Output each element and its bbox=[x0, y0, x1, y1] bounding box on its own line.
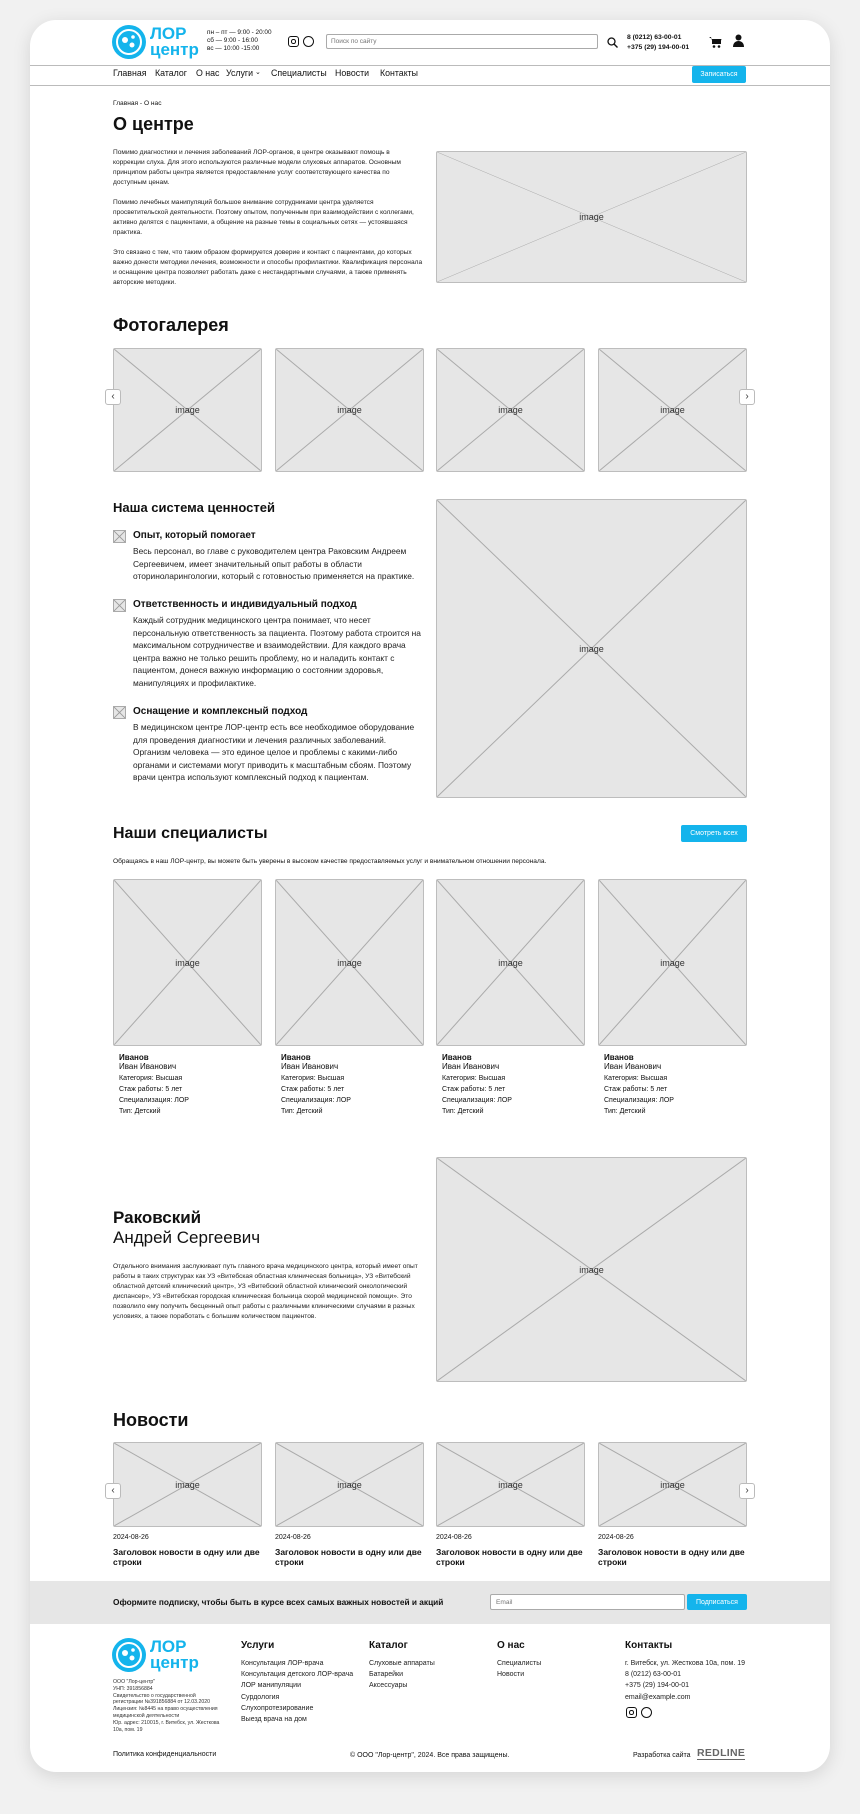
footer-contact-email[interactable]: email@example.com bbox=[625, 1693, 691, 1701]
news-next-arrow-icon[interactable]: › bbox=[739, 1483, 755, 1499]
nav-item-contacts[interactable]: Контакты bbox=[380, 68, 418, 78]
footer-viber-icon[interactable] bbox=[641, 1707, 652, 1718]
chevron-down-icon[interactable]: ⌄ bbox=[255, 69, 261, 76]
footer-link[interactable]: ЛОР манипуляции bbox=[241, 1682, 301, 1690]
specialist-name: Иван Иванович bbox=[281, 1062, 339, 1071]
nav-item-services[interactable]: Услуги bbox=[226, 68, 254, 78]
about-paragraph: Помимо лечебных манипуляций большое внимание сотрудниками центра уделяется просветительской деятельности. Поэтому опытом, полученным при взаимодействии с коллегами, активно делятся с пациентами, а общение на разные темы в социальных сетях — устоявшаяся практика. bbox=[113, 199, 414, 236]
news-date: 2024-08-26 bbox=[275, 1534, 311, 1541]
news-image[interactable]: image bbox=[436, 1442, 585, 1527]
footer-col-title: Услуги bbox=[241, 1640, 275, 1651]
footer-col-contacts bbox=[625, 1640, 745, 1705]
specialist-type: Тип: Детский bbox=[281, 1108, 323, 1115]
footer-link[interactable]: Аксессуары bbox=[369, 1682, 408, 1690]
specialist-surname: Иванов bbox=[119, 1053, 149, 1062]
news-headline[interactable]: Заголовок новости в одну или две строки bbox=[275, 1547, 422, 1567]
news-headline[interactable]: Заголовок новости в одну или две строки bbox=[113, 1547, 260, 1567]
specialist-specialization: Специализация: ЛОР bbox=[281, 1097, 351, 1104]
specialist-surname: Иванов bbox=[442, 1053, 472, 1062]
privacy-policy-link[interactable]: Политика конфиденциальности bbox=[113, 1751, 217, 1758]
news-date: 2024-08-26 bbox=[598, 1534, 634, 1541]
user-icon[interactable] bbox=[733, 34, 744, 47]
footer-logo-text-top: ЛОР bbox=[150, 1637, 187, 1656]
gallery-image[interactable]: image bbox=[436, 348, 585, 472]
copyright: © ООО "Лор-центр", 2024. Все права защищены. bbox=[350, 1752, 510, 1759]
gallery-image[interactable]: image bbox=[113, 348, 262, 472]
footer-col-title: О нас bbox=[497, 1640, 525, 1651]
chief-name: Андрей Сергеевич bbox=[113, 1228, 261, 1247]
cart-icon[interactable] bbox=[709, 35, 722, 47]
viber-icon[interactable] bbox=[303, 36, 314, 47]
specialist-type: Тип: Детский bbox=[604, 1108, 646, 1115]
hours-weekdays: пн – пт — 9:00 - 20:00 bbox=[207, 29, 272, 36]
header-phones bbox=[627, 33, 689, 52]
developer-logo[interactable]: REDLINE bbox=[697, 1747, 746, 1759]
about-paragraph: Это связано с тем, что таким образом формируется доверие и контакт с пациентами, до которых важно донести методики лечения, возможности и способы профилактики. Квалификация персонала и оснащение центра позволяет работать даже с нестандартными случаями, а также применять авторские методики. bbox=[113, 249, 423, 286]
about-text bbox=[113, 148, 423, 288]
specialist-category: Категория: Высшая bbox=[442, 1075, 506, 1082]
page-frame bbox=[30, 20, 830, 1772]
news-headline[interactable]: Заголовок новости в одну или две строки bbox=[436, 1547, 583, 1567]
value-item-text: Весь персонал, во главе с руководителем центра Раковским Андреем Сергеевичем, имеет значительный опыт работы в области оториноларингологии, который с готовностью применяется на практике. bbox=[133, 546, 415, 581]
footer-link[interactable]: Консультация детского ЛОР-врача bbox=[241, 1671, 354, 1679]
specialist-category: Категория: Высшая bbox=[281, 1075, 345, 1082]
nav-item-home[interactable]: Главная bbox=[113, 68, 147, 78]
footer-link[interactable]: Слухопротезирование bbox=[241, 1704, 314, 1712]
gallery-image[interactable]: image bbox=[275, 348, 424, 472]
footer-contact-phone[interactable]: 8 (0212) 63-00-01 bbox=[625, 1671, 682, 1679]
chief-photo: image bbox=[436, 1157, 747, 1382]
working-hours bbox=[207, 29, 272, 53]
footer-col-title: Контакты bbox=[625, 1640, 673, 1651]
value-item-icon bbox=[113, 706, 126, 719]
breadcrumb[interactable]: Главная - О нас bbox=[113, 100, 162, 107]
chief-text: Отдельного внимания заслуживает путь главного врача медицинского центра, который имеет опыт работы в таких структурах как УЗ «Витебская областная клиническая больница», УЗ «Витебский областной детский клинический центр», УЗ «Витебский областной клинический онкологический диспансер», УЗ «Витебская городская клиническая больница скорой медицинской помощи». Это позволило ему получить бесценный опыт работы с различными клиническими случаями в разных условиях, а также поработать с большим количеством пациентов. bbox=[113, 1263, 418, 1320]
hours-sunday: вс — 10:00 -15:00 bbox=[207, 45, 260, 52]
values-title: Наша система ценностей bbox=[113, 500, 275, 515]
value-item-text: В медицинском центре ЛОР-центр есть все необходимое оборудование для проведения диагностики и лечения различных заболеваний. Организм человека — это единое целое и проблемы с какими-либо органами и системами могут приводить к масштабным сбоям. Поэтому врачи центра используют комплексный подход к пациентам. bbox=[133, 722, 415, 782]
value-item-text: Каждый сотрудник медицинского центра понимает, что несет персональную ответственность за пациента. Поэтому работа строится на максимальном сотрудничестве и взаимодействии. Для каждого врача центра важно не только решить проблему, но и наладить контакт с пациентом, донеся важную информацию о состоянии здоровья, манипуляциях и профилактике. bbox=[133, 615, 421, 688]
specialist-name: Иван Иванович bbox=[119, 1062, 177, 1071]
footer-link[interactable]: Слуховые аппараты bbox=[369, 1660, 435, 1667]
developer-label: Разработка сайта bbox=[633, 1752, 691, 1759]
news-image[interactable]: image bbox=[113, 1442, 262, 1527]
footer-link[interactable]: Специалисты bbox=[497, 1660, 542, 1667]
footer-legal bbox=[113, 1679, 233, 1733]
specialist-photo[interactable]: image bbox=[113, 879, 262, 1046]
nav-divider-bottom bbox=[30, 85, 830, 86]
about-paragraph: Помимо диагностики и лечения заболеваний ЛОР-органов, в центре оказывают помощь в коррекции слуха. Для этого используются различные модели слуховых аппаратов. Основным принципом работы центра является предоставление услуг соответствующего качества по доступным ценам. bbox=[113, 149, 401, 186]
news-headline[interactable]: Заголовок новости в одну или две строки bbox=[598, 1547, 745, 1567]
specialist-surname: Иванов bbox=[604, 1053, 634, 1062]
see-all-specialists-button[interactable]: Смотреть всех bbox=[681, 825, 747, 842]
specialist-photo[interactable]: image bbox=[598, 879, 747, 1046]
specialist-photo[interactable]: image bbox=[436, 879, 585, 1046]
nav-item-about[interactable]: О нас bbox=[196, 68, 220, 78]
search-input[interactable] bbox=[326, 34, 598, 49]
specialist-category: Категория: Высшая bbox=[604, 1075, 668, 1082]
phone-2[interactable]: +375 (29) 194-00-01 bbox=[627, 43, 690, 51]
footer-link[interactable]: Батарейки bbox=[369, 1671, 404, 1679]
footer-col-services bbox=[241, 1640, 353, 1727]
gallery-prev-arrow-icon[interactable]: ‹ bbox=[105, 389, 121, 405]
nav-item-catalog[interactable]: Каталог bbox=[155, 68, 187, 78]
logo[interactable] bbox=[112, 24, 202, 62]
specialists-intro: Обращаясь в наш ЛОР-центр, вы можете быть уверены в высоком качестве предоставляемых услуг и внимательном отношении персонала. bbox=[113, 858, 547, 865]
footer-link[interactable]: Новости bbox=[497, 1671, 525, 1679]
specialist-photo[interactable]: image bbox=[275, 879, 424, 1046]
footer-contact-phone[interactable]: +375 (29) 194-00-01 bbox=[625, 1682, 690, 1690]
news-date: 2024-08-26 bbox=[436, 1534, 472, 1541]
logo-text-bottom: центр bbox=[150, 40, 199, 59]
legal-line: ООО "Лор-центр" bbox=[113, 1679, 156, 1685]
specialists-title: Наши специалисты bbox=[113, 825, 268, 842]
chief-surname: Раковский bbox=[113, 1208, 202, 1227]
logo-text-top: ЛОР bbox=[150, 24, 187, 43]
footer-link[interactable]: Консультация ЛОР-врача bbox=[241, 1660, 324, 1667]
footer-logo-text-bottom: центр bbox=[150, 1653, 199, 1672]
footer-contact-address: г. Витебск, ул. Жесткова 10а, пом. 19 bbox=[625, 1660, 746, 1667]
specialist-experience: Стаж работы: 5 лет bbox=[281, 1086, 345, 1093]
logo-mark-icon bbox=[112, 25, 146, 59]
gallery-next-arrow-icon[interactable]: › bbox=[739, 389, 755, 405]
legal-line: регистрации №391856884 от 12.03.2020 bbox=[113, 1699, 211, 1706]
subscribe-button[interactable]: Подписаться bbox=[687, 1594, 747, 1610]
news-date: 2024-08-26 bbox=[113, 1534, 149, 1541]
value-item-title: Ответственность и индивидуальный подход bbox=[133, 599, 357, 610]
legal-line: Юр. адрес: 210015, г. Витебск, ул. Жесткова bbox=[113, 1719, 220, 1726]
footer-link[interactable]: Выезд врача на дом bbox=[241, 1715, 307, 1723]
page-title: О центре bbox=[113, 114, 194, 134]
specialist-specialization: Специализация: ЛОР bbox=[119, 1097, 189, 1104]
footer-col-about bbox=[497, 1640, 541, 1682]
gallery-image[interactable]: image bbox=[598, 348, 747, 472]
value-item-title: Опыт, который помогает bbox=[133, 530, 256, 541]
legal-line: УНП: 391856884 bbox=[113, 1685, 153, 1692]
specialist-specialization: Специализация: ЛОР bbox=[442, 1097, 512, 1104]
subscribe-email-input[interactable] bbox=[490, 1594, 685, 1610]
value-item-icon bbox=[113, 599, 126, 612]
instagram-icon[interactable] bbox=[288, 36, 299, 47]
specialist-surname: Иванов bbox=[281, 1053, 311, 1062]
specialist-name: Иван Иванович bbox=[442, 1062, 500, 1071]
specialist-type: Тип: Детский bbox=[442, 1108, 484, 1115]
legal-line: медицинской деятельности bbox=[113, 1712, 180, 1719]
footer-link[interactable]: Сурдология bbox=[241, 1693, 280, 1701]
news-image[interactable]: image bbox=[598, 1442, 747, 1527]
specialist-specialization: Специализация: ЛОР bbox=[604, 1097, 674, 1104]
news-image[interactable]: image bbox=[275, 1442, 424, 1527]
footer-col-title: Каталог bbox=[369, 1640, 408, 1651]
footer-logo-mark-icon bbox=[112, 1638, 146, 1672]
signup-button[interactable]: Записаться bbox=[692, 66, 746, 83]
legal-line: Свидетельство о государственной bbox=[113, 1692, 196, 1699]
gallery-title: Фотогалерея bbox=[113, 315, 229, 335]
footer-logo[interactable] bbox=[112, 1637, 202, 1675]
nav-item-news[interactable]: Новости bbox=[335, 68, 370, 78]
subscribe-text: Оформите подписку, чтобы быть в курсе всех самых важных новостей и акций bbox=[113, 1597, 444, 1607]
news-title: Новости bbox=[113, 1410, 189, 1430]
footer-col-catalog bbox=[369, 1640, 435, 1694]
value-item-title: Оснащение и комплексный подход bbox=[133, 706, 308, 717]
hours-saturday: сб — 9:00 - 16:00 bbox=[207, 37, 258, 44]
specialist-experience: Стаж работы: 5 лет bbox=[119, 1086, 183, 1093]
values-image: image bbox=[436, 499, 747, 798]
specialist-name: Иван Иванович bbox=[604, 1062, 662, 1071]
legal-line: 10а, пом. 19 bbox=[113, 1726, 143, 1733]
search-icon[interactable] bbox=[607, 35, 618, 46]
specialist-experience: Стаж работы: 5 лет bbox=[604, 1086, 668, 1093]
legal-line: Лицензия: №8445 на право осуществления bbox=[113, 1706, 218, 1713]
about-image: image bbox=[436, 151, 747, 283]
news-prev-arrow-icon[interactable]: ‹ bbox=[105, 1483, 121, 1499]
nav-item-specialists[interactable]: Специалисты bbox=[271, 68, 327, 78]
specialist-experience: Стаж работы: 5 лет bbox=[442, 1086, 506, 1093]
specialist-category: Категория: Высшая bbox=[119, 1075, 183, 1082]
phone-1[interactable]: 8 (0212) 63-00-01 bbox=[627, 34, 682, 41]
footer-instagram-icon[interactable] bbox=[626, 1707, 637, 1718]
specialist-type: Тип: Детский bbox=[119, 1108, 161, 1115]
value-item-icon bbox=[113, 530, 126, 543]
